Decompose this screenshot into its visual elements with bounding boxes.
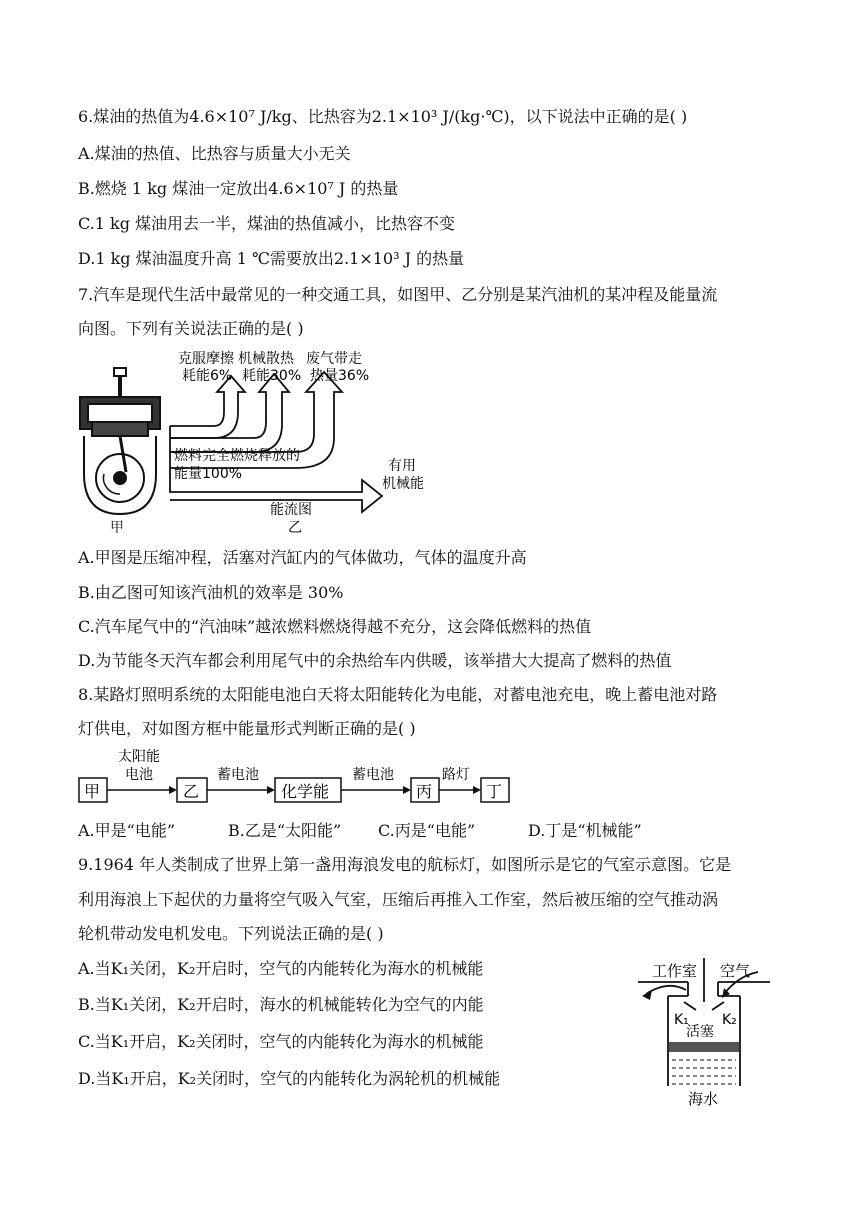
q6-option-b: B.燃烧 1 kg 煤油一定放出4.6×10⁷ J 的热量 bbox=[78, 179, 399, 198]
valve-k2 bbox=[712, 1002, 724, 1010]
output-line2: 机械能 bbox=[382, 476, 424, 492]
q7-option-c: C.汽车尾气中的“汽油味”越浓燃料燃烧得越不充分，这会降低燃料的热值 bbox=[78, 617, 592, 636]
energy-flow-arrows bbox=[170, 372, 382, 512]
q9-option-d: D.当K₁开启，K₂关闭时，空气的内能转化为涡轮机的机械能 bbox=[78, 1069, 501, 1088]
input-line1: 燃料完全燃烧释放的 bbox=[174, 448, 300, 464]
q8-option-d: D.丁是“机械能” bbox=[528, 821, 642, 840]
k2-label: K₂ bbox=[722, 1012, 737, 1028]
box-yi-label: 乙 bbox=[183, 782, 200, 801]
q6-option-c: C.1 kg 煤油用去一半，煤油的热值减小，比热容不变 bbox=[78, 214, 456, 233]
q6-option-a: A.煤油的热值、比热容与质量大小无关 bbox=[78, 144, 351, 163]
q7-stem-line1: 7.汽车是现代生活中最常见的一种交通工具，如图甲、乙分别是某汽油机的某冲程及能量流 bbox=[78, 285, 718, 304]
arrow1-line2: 电池 bbox=[125, 767, 153, 783]
sea-water-lines bbox=[672, 1060, 736, 1084]
piston-hatch bbox=[669, 1042, 739, 1052]
q9-stem-line1: 9.1964 年人类制成了世界上第一盏用海浪发电的航标灯，如图所示是它的气室示意图。它是 bbox=[78, 855, 732, 874]
q7-caption: 能流图 bbox=[270, 502, 312, 518]
q9-option-c: C.当K₁开启，K₂关闭时，空气的内能转化为海水的机械能 bbox=[78, 1032, 484, 1051]
q8-figure bbox=[78, 748, 518, 804]
valve-k1 bbox=[684, 1002, 696, 1010]
loss3-line2: 热量36% bbox=[310, 368, 370, 384]
arrow4-label: 路灯 bbox=[442, 767, 470, 783]
q7-option-a: A.甲图是压缩冲程，活塞对汽缸内的气体做功，气体的温度升高 bbox=[78, 548, 527, 567]
sea-label: 海水 bbox=[688, 1090, 719, 1108]
q7-stem-line2: 向图。下列有关说法正确的是( ) bbox=[78, 319, 304, 338]
box-ding-label: 丁 bbox=[486, 782, 503, 801]
box-chemical-label: 化学能 bbox=[281, 782, 330, 801]
q8-stem-line2: 灯供电，对如图方框中能量形式判断正确的是( ) bbox=[78, 719, 416, 738]
loss2-line1: 机械散热 bbox=[238, 351, 294, 367]
loss2-line2: 耗能30% bbox=[242, 368, 302, 384]
q8-stem-line1: 8.某路灯照明系统的太阳能电池白天将太阳能转化为电能，对蓄电池充电，晚上蓄电池对路 bbox=[78, 685, 718, 704]
loss1-line2: 耗能6% bbox=[182, 368, 233, 384]
output-line1: 有用 bbox=[388, 458, 416, 474]
q8-option-c: C.丙是“电能” bbox=[378, 821, 476, 840]
q9-figure bbox=[630, 950, 790, 1110]
q9-stem-line2: 利用海浪上下起伏的力量将空气吸入气室，压缩后再推入工作室，然后被压缩的空气推动涡 bbox=[78, 890, 719, 909]
q8-option-b: B.乙是“太阳能” bbox=[228, 821, 342, 840]
q7-option-d: D.为节能冬天汽车都会利用尾气中的余热给车内供暖，该举措大大提高了燃料的热值 bbox=[78, 651, 672, 670]
work-room-label: 工作室 bbox=[652, 962, 698, 980]
k1-label: K₁ bbox=[674, 1012, 689, 1028]
q9-option-b: B.当K₁关闭，K₂开启时，海水的机械能转化为空气的内能 bbox=[78, 995, 484, 1014]
q8-options bbox=[78, 820, 642, 842]
loss3-line1: 废气带走 bbox=[306, 351, 362, 367]
arrow3-label: 蓄电池 bbox=[352, 767, 394, 783]
air-label: 空气 bbox=[720, 962, 751, 980]
arrow1-line1: 太阳能 bbox=[118, 749, 160, 765]
q8-option-a: A.甲是“电能” bbox=[78, 821, 176, 840]
q6-option-d: D.1 kg 煤油温度升高 1 ℃需要放出2.1×10³ J 的热量 bbox=[78, 249, 465, 268]
q7-figure bbox=[74, 342, 454, 538]
q9-stem-line3: 轮机带动发电机发电。下列说法正确的是( ) bbox=[78, 924, 384, 943]
loss1-line1: 克服摩擦 bbox=[178, 351, 234, 367]
engine-cylinder-icon bbox=[80, 368, 160, 514]
piston-label: 活塞 bbox=[686, 1024, 714, 1040]
input-line2: 能量100% bbox=[174, 466, 243, 482]
q6-stem: 6.煤油的热值为4.6×10⁷ J/kg、比热容为2.1×10³ J/(kg·℃)，以下说法中正确的是( ) bbox=[78, 107, 688, 126]
box-jia-label: 甲 bbox=[84, 782, 101, 801]
q7-option-b: B.由乙图可知该汽油机的效率是 30% bbox=[78, 583, 344, 602]
arrow2-label: 蓄电池 bbox=[217, 767, 259, 783]
q9-option-a: A.当K₁关闭，K₂开启时，空气的内能转化为海水的机械能 bbox=[78, 959, 484, 978]
box-bing-label: 丙 bbox=[416, 782, 433, 801]
q7-label-jia: 甲 bbox=[110, 520, 124, 536]
q7-label-yi: 乙 bbox=[288, 520, 302, 536]
